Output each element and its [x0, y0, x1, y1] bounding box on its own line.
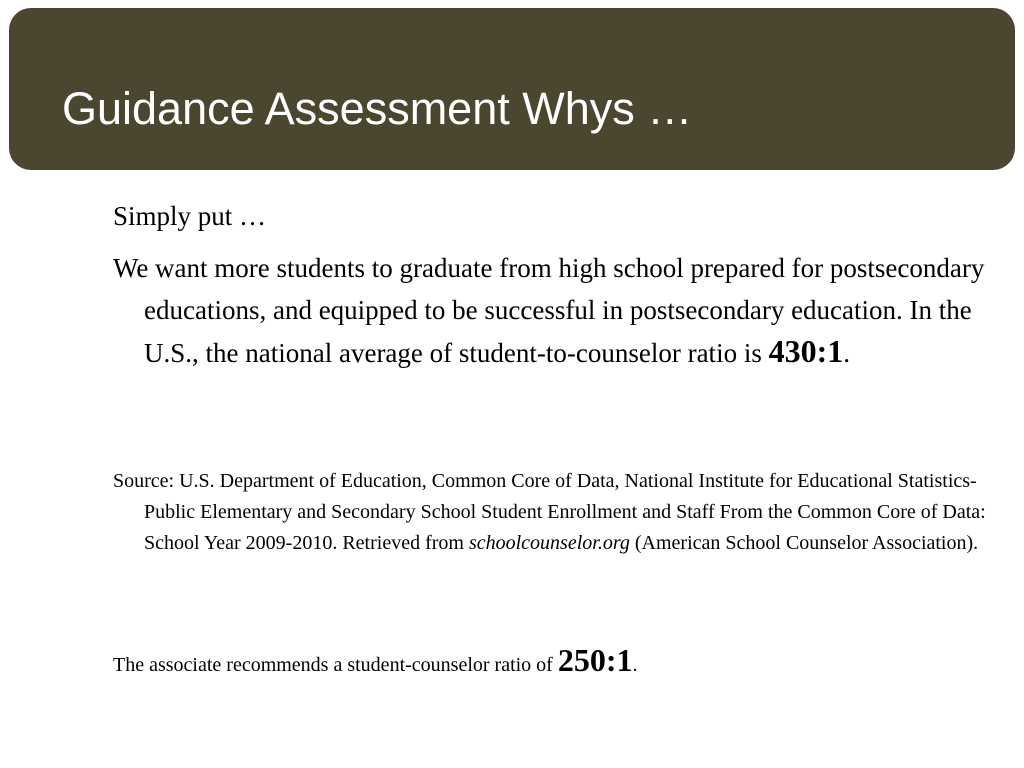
- source-citation: [113, 466, 1014, 559]
- slide-title: Guidance Assessment Whys …: [62, 83, 693, 134]
- main-paragraph: [113, 248, 1014, 375]
- recommendation: [113, 640, 638, 685]
- main-paragraph-text: We want more students to graduate from high school prepared for postsecondary educations, and equipped to be successful in postsecondary education. In the U.S., the national average of student-to-counselor ratio is: [113, 253, 985, 368]
- recommendation-end: .: [632, 654, 638, 676]
- recommended-ratio: 250:1: [557, 642, 633, 678]
- source-text: Source: U.S. Department of Education, Common Core of Data, National Institute for Educational Statistics-Public Elementary and Secondary School Student Enrollment and Staff From the Common Core of Data: School Year 2009-2010. Retrieved from: [113, 470, 986, 554]
- main-paragraph-end: .: [843, 338, 850, 368]
- source-site: schoolcounselor.org: [468, 532, 630, 554]
- lead-text: Simply put …: [113, 201, 267, 231]
- source-org: (American School Counselor Association).: [629, 532, 979, 554]
- recommendation-text: The associate recommends a student-counselor ratio of: [113, 654, 558, 676]
- national-ratio: 430:1: [768, 333, 844, 369]
